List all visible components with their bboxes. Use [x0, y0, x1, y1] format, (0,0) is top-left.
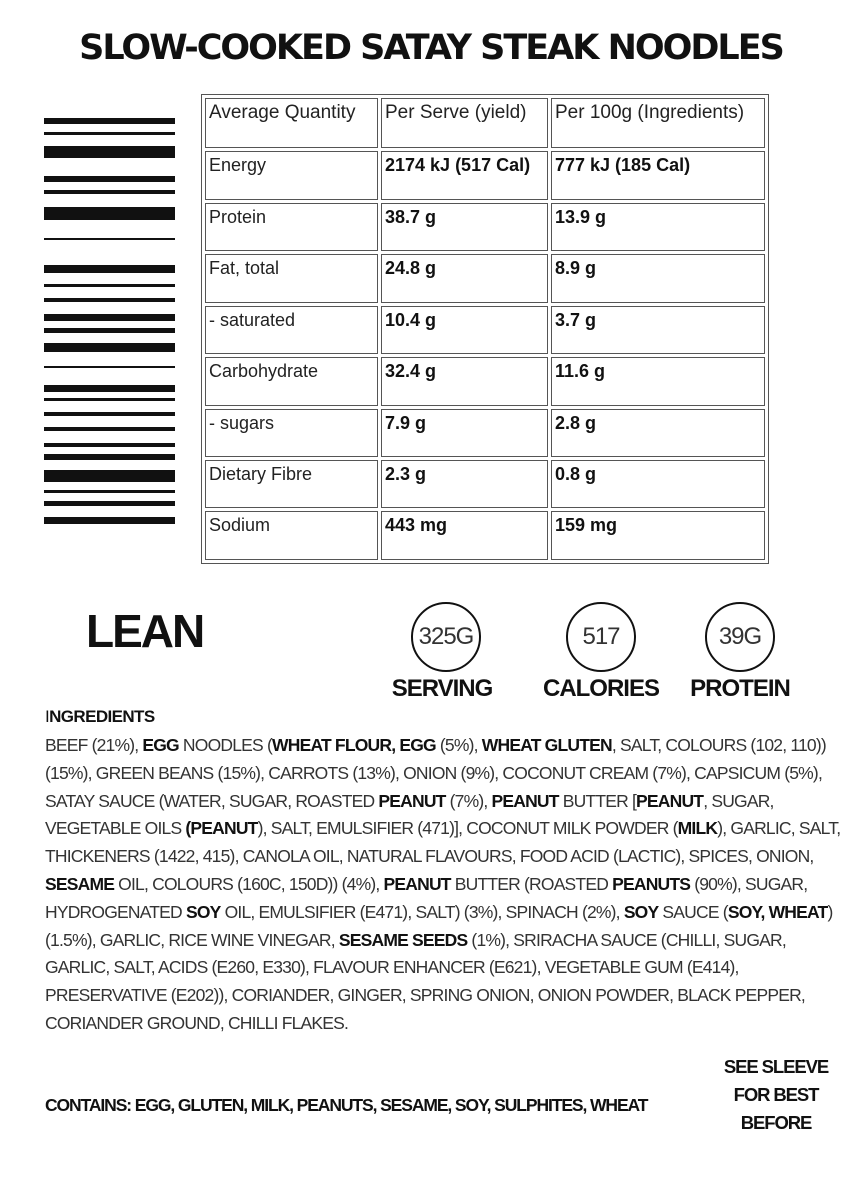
barcode-bar [44, 490, 175, 493]
ingredient-text: , SALT, COLOURS (102, 110)) (15%), GREEN BEANS (15%), CARROTS (13%), ONION (9%), COCONUT CREAM (7%), CAPSICUM (5%), SATAY SAUCE (WATER, SUGAR, ROASTED [45, 735, 826, 811]
header-average-quantity: Average Quantity [205, 98, 378, 148]
best-before-line: FOR BEST [733, 1084, 819, 1105]
nutrition-row [205, 357, 765, 405]
barcode-bar [44, 343, 175, 352]
per-100g-value: 11.6 g [551, 357, 765, 405]
per-serve-value: 2174 kJ (517 Cal) [381, 151, 548, 199]
serving-label: SERVING [391, 675, 493, 702]
barcode-bar [44, 398, 175, 401]
barcode-bar [44, 470, 175, 482]
per-100g-value: 159 mg [551, 511, 765, 560]
ingredient-text: OIL, EMULSIFIER (E471), SALT) (3%), SPINACH (2%), [220, 901, 624, 922]
barcode-bar [44, 298, 175, 302]
header-per-serve: Per Serve (yield) [381, 98, 548, 148]
barcode-bar [44, 132, 175, 135]
allergen-ingredient: PEANUT [378, 790, 446, 811]
nutrient-name: Carbohydrate [205, 357, 378, 405]
ingredient-text: BEEF (21%), [45, 735, 143, 755]
calories-label: CALORIES [542, 675, 659, 702]
ingredient-text: OIL, COLOURS (160C, 150D)) (4%), [114, 873, 384, 894]
ingredient-text: ), GARLIC, SALT, THICKENERS (1422, 415), CANOLA OIL, NATURAL FLAVOURS, FOOD ACID (LACTIC), SPICES, ONION, [45, 818, 841, 867]
allergen-ingredient: WHEAT GLUTEN [481, 735, 612, 755]
allergen-ingredient: SOY [623, 901, 659, 922]
nutrient-name: Dietary Fibre [205, 460, 378, 508]
ingredient-text: (90%), SUGAR, HYDROGENATED [45, 873, 808, 922]
ingredients-heading [45, 707, 155, 727]
calories-value: 517 [582, 623, 620, 650]
per-serve-value: 10.4 g [381, 306, 548, 354]
barcode-bar [44, 385, 175, 392]
nutrition-row [205, 306, 765, 354]
allergen-ingredient: EGG [142, 735, 179, 755]
allergen-ingredient: PEANUT [383, 873, 451, 894]
per-serve-value: 38.7 g [381, 203, 548, 251]
nutrient-name: - saturated [205, 306, 378, 354]
ingredients-heading-initial: I [45, 707, 50, 726]
nutrition-row [205, 511, 765, 560]
barcode-bar [44, 265, 175, 273]
barcode-bar [44, 176, 175, 182]
serving-value: 325G [418, 623, 474, 650]
allergen-ingredient: SESAME [45, 873, 115, 894]
barcode-bar [44, 118, 175, 124]
nutrition-row [205, 151, 765, 199]
nutrition-row [205, 460, 765, 508]
protein-label: PROTEIN [690, 675, 790, 702]
nutrition-header-row [205, 98, 765, 148]
ingredient-text: ) (1.5%), GARLIC, RICE WINE VINEGAR, [45, 901, 833, 950]
barcode-bar [44, 284, 175, 287]
barcode-bar [44, 190, 175, 194]
per-100g-value: 13.9 g [551, 203, 765, 251]
allergen-ingredient: PEANUTS [612, 873, 691, 894]
barcode-bar [44, 454, 175, 460]
ingredient-text: SAUCE ( [658, 901, 728, 922]
per-serve-value: 2.3 g [381, 460, 548, 508]
ingredient-text: (5%), [435, 735, 482, 755]
per-serve-value: 24.8 g [381, 254, 548, 302]
ingredient-text: BUTTER [ [558, 790, 637, 811]
header-per-100g: Per 100g (Ingredients) [551, 98, 765, 148]
barcode-bar [44, 517, 175, 524]
allergen-ingredient: MILK [677, 818, 718, 839]
ingredient-text: BUTTER (ROASTED [450, 873, 613, 894]
calories-badge [566, 602, 636, 672]
ingredients-heading-rest: NGREDIENTS [49, 707, 155, 726]
ingredient-text: NOODLES ( [178, 735, 273, 755]
nutrient-name: Protein [205, 203, 378, 251]
allergen-ingredient: SESAME SEEDS [338, 929, 468, 950]
per-serve-value: 443 mg [381, 511, 548, 560]
category-label: LEAN [86, 605, 204, 657]
barcode-bar [44, 427, 175, 431]
best-before-note [712, 1053, 840, 1137]
barcode-bar [44, 238, 175, 240]
barcode-bar [44, 328, 175, 333]
allergen-statement: CONTAINS: EGG, GLUTEN, MILK, PEANUTS, SESAME, SOY, SULPHITES, WHEAT [45, 1095, 648, 1115]
barcode-bar [44, 314, 175, 321]
nutrient-name: Energy [205, 151, 378, 199]
serving-badge [411, 602, 481, 672]
barcode-graphic [44, 110, 175, 530]
nutrition-row [205, 254, 765, 302]
nutrition-row [205, 203, 765, 251]
per-serve-value: 7.9 g [381, 409, 548, 457]
per-100g-value: 3.7 g [551, 306, 765, 354]
barcode-bar [44, 501, 175, 506]
ingredient-text: (7%), [445, 790, 492, 811]
barcode-bar [44, 366, 175, 368]
ingredients-list [45, 732, 850, 1038]
ingredient-text: ), SALT, EMULSIFIER (471)], COCONUT MILK POWDER ( [257, 818, 678, 839]
barcode-bar [44, 146, 175, 158]
per-100g-value: 777 kJ (185 Cal) [551, 151, 765, 199]
per-100g-value: 2.8 g [551, 409, 765, 457]
best-before-line: BEFORE [740, 1112, 812, 1133]
allergen-ingredient: PEANUT [491, 790, 559, 811]
barcode-bar [44, 443, 175, 447]
per-100g-value: 0.8 g [551, 460, 765, 508]
allergen-ingredient: PEANUT [636, 790, 704, 811]
allergen-ingredient: (PEANUT [185, 818, 258, 839]
per-100g-value: 8.9 g [551, 254, 765, 302]
barcode-bar [44, 207, 175, 220]
best-before-line: SEE SLEEVE [723, 1056, 829, 1077]
nutrient-name: Fat, total [205, 254, 378, 302]
allergen-ingredient: SOY [185, 901, 221, 922]
per-serve-value: 32.4 g [381, 357, 548, 405]
allergen-ingredient: SOY, WHEAT [727, 901, 828, 922]
ingredient-text: (1%), SRIRACHA SAUCE (CHILLI, SUGAR, GARLIC, SALT, ACIDS (E260, E330), FLAVOUR ENHANCER (E621), VEGETABLE GUM (E414), PRESERVATIVE (E202)), CORIANDER, GINGER, SPRING ONION, ONION POWDER, BLACK PEPPER, CORIANDER GROUND, CHILLI FLAKES. [45, 929, 805, 1033]
nutrient-name: - sugars [205, 409, 378, 457]
product-title: SLOW-COOKED SATAY STEAK NOODLES [79, 28, 783, 68]
nutrition-row [205, 409, 765, 457]
allergen-ingredient: WHEAT FLOUR, EGG [272, 735, 436, 755]
nutrition-table [201, 94, 769, 564]
protein-badge [705, 602, 775, 672]
barcode-bar [44, 412, 175, 416]
nutrient-name: Sodium [205, 511, 378, 560]
protein-value: 39G [718, 623, 762, 650]
ingredient-text: , SUGAR, VEGETABLE OILS [45, 790, 774, 839]
